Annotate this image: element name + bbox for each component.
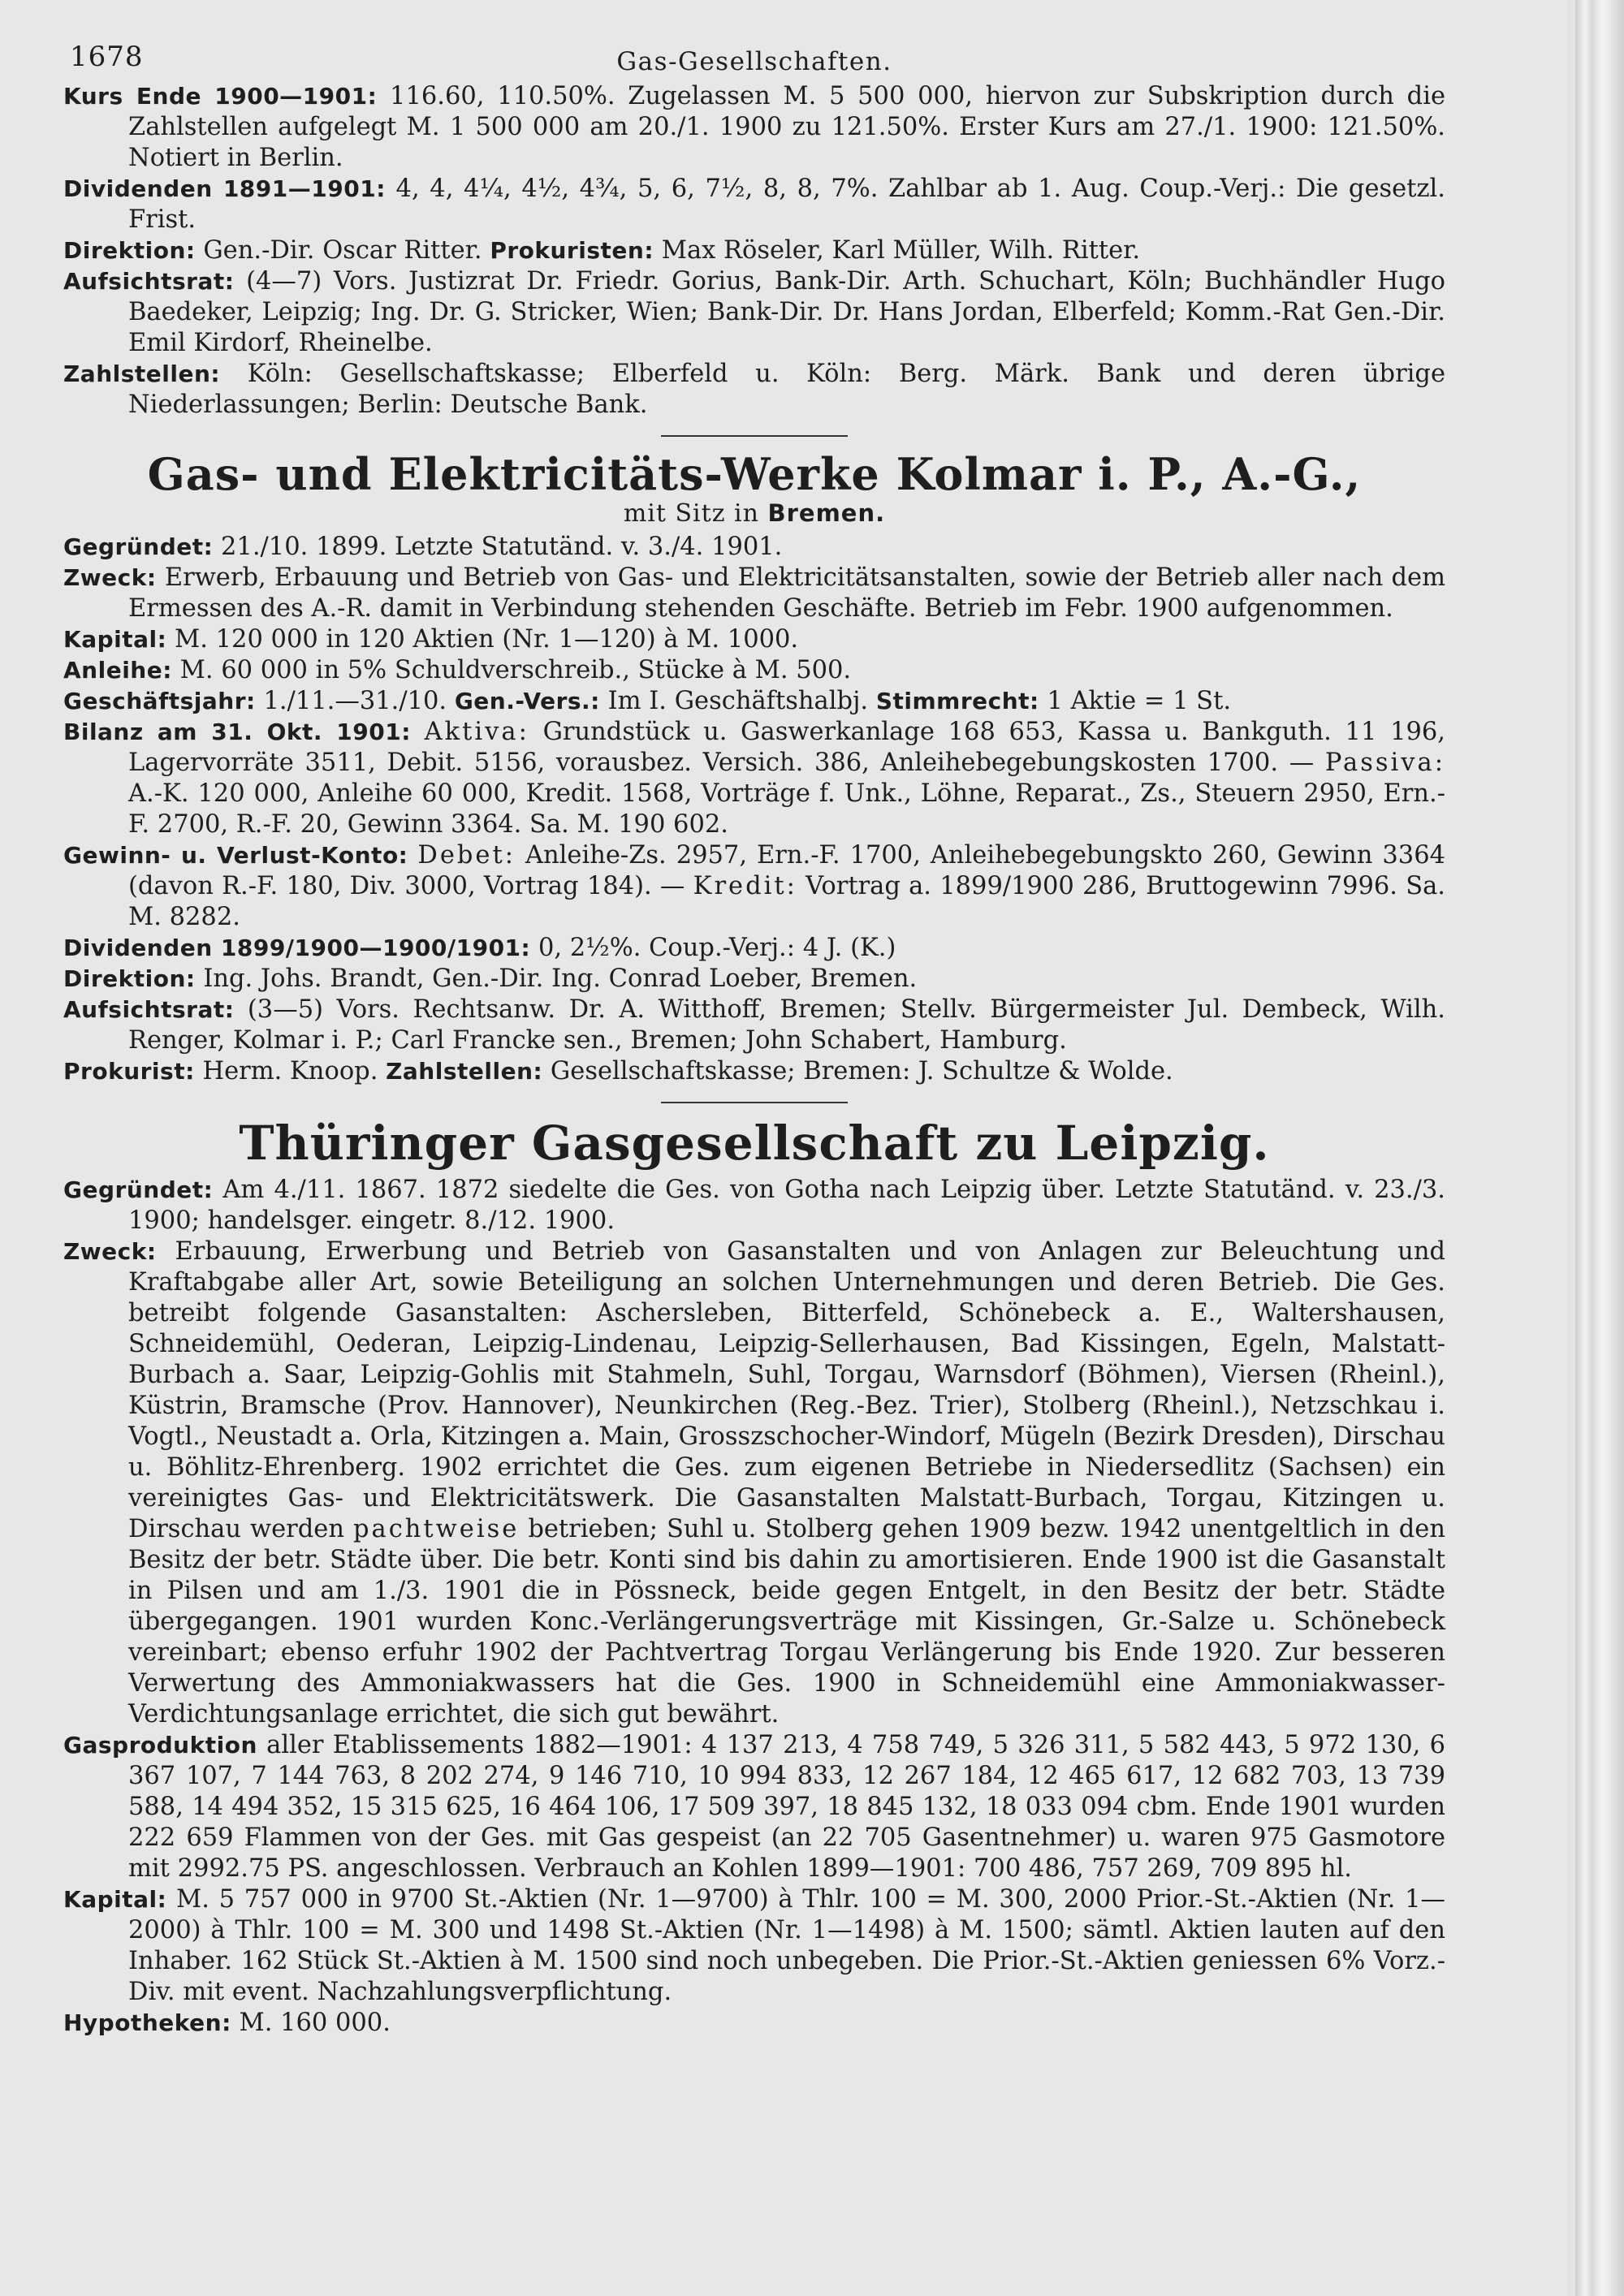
entry-text: Anleihe-Zs. 2957, Ern.-F. 1700, Anleihebegebungskto 260, Gewinn 3364 (davon R.-F. 180, Div. 3000, Vortrag 184). —	[128, 841, 1446, 900]
running-title: Gas-Gesellschaften.	[616, 47, 892, 76]
section-divider	[661, 435, 848, 437]
entry-label: Prokurist:	[63, 1058, 195, 1085]
entry-text: 1./11.—31./10.	[263, 687, 447, 715]
entry-kapital	[63, 624, 1445, 655]
entry-label: Dividenden 1899/1900—1900/1901:	[63, 934, 531, 961]
entry-text: Ing. Johs. Brandt, Gen.-Dir. Ing. Conrad Loeber, Bremen.	[203, 965, 918, 993]
entry-text: Am 4./11. 1867. 1872 siedelte die Ges. von Gotha nach Leipzig über. Letzte Statutänd. v. 23./3. 1900; handelsger. eingetr. 8./12. 1900.	[128, 1176, 1445, 1235]
entry-text: 21./10. 1899. Letzte Statutänd. v. 3./4. 1901.	[221, 533, 783, 561]
entry-aufsichtsrat	[63, 995, 1445, 1056]
entry-label: Direktion:	[63, 237, 196, 264]
entry-text: aller Etablissements 1882—1901: 4 137 213, 4 758 749, 5 326 311, 5 582 443, 5 972 130, 6 367 107, 7 144 763, 8 202 274, 9 146 710, 10 994 833, 12 267 184, 12 465 617, 12 682 703, 13 739 588, 14 494 352, 15 315 625, 16 464 106, 17 509 397, 18 845 132, 18 033 094 cbm. Ende 1901 wurden 222 659 Flammen von der Ges. mit Gas gespeist (an 22 705 Gasentnehmer) u. waren 975 Gasmotore mit 2992.75 PS. angeschlossen. Verbrauch an Kohlen 1899—1901: 700 486, 757 269, 709 895 hl.	[128, 1731, 1445, 1883]
entry-label-tertiary: Stimmrecht:	[875, 688, 1039, 714]
section-divider	[661, 1102, 848, 1103]
entry-label: Gasproduktion	[63, 1732, 257, 1759]
entry-anleihe	[63, 655, 1445, 686]
entry-gegruendet	[63, 532, 1445, 563]
page-content	[63, 32, 1445, 2039]
entry-text: Grundstück u. Gaswerkanlage 168 653, Kassa u. Bankguth. 11 196, Lagervorräte 3511, Debit. 5156, vorausbez. Versich. 386, Anleihebegebungskosten 1700. —	[128, 718, 1445, 777]
entry-label: Zahlstellen:	[63, 360, 221, 387]
entry-bilanz	[63, 717, 1445, 840]
page-edge	[1575, 0, 1624, 2296]
entry-gewinn-verlust	[63, 840, 1445, 933]
entry-direktion	[63, 964, 1445, 995]
page-number: 1678	[70, 41, 144, 73]
entry-text: Erwerb, Erbauung und Betrieb von Gas- und Elektricitätsanstalten, sowie der Betrieb aller nach dem Ermessen des A.-R. damit in Verbindung stehenden Geschäfte. Betrieb im Febr. 1900 aufgenommen.	[128, 563, 1445, 623]
entry-geschaeftsjahr	[63, 686, 1445, 717]
entry-label: Zweck:	[63, 564, 157, 591]
entry-text: Herm. Knoop.	[202, 1057, 378, 1085]
entry-aufsichtsrat	[63, 266, 1445, 359]
entry-zweck	[63, 1236, 1445, 1730]
company-title: Gas- und Elektricitäts-Werke Kolmar i. P., A.-G.,	[147, 448, 1362, 500]
entry-direktion	[63, 235, 1445, 266]
entry-label: Kurs Ende 1900—1901:	[63, 83, 378, 110]
running-header	[63, 32, 1445, 81]
entry-hypotheken	[63, 2008, 1445, 2039]
debet-label: Debet:	[417, 841, 516, 870]
entry-text-secondary: Max Röseler, Karl Müller, Wilh. Ritter.	[661, 236, 1141, 265]
entry-label-secondary: Zahlstellen:	[386, 1058, 543, 1085]
entry-label: Kapital:	[63, 626, 167, 653]
entry-text-secondary: betrieben; Suhl u. Stolberg gehen 1909 bezw. 1942 unentgeltlich in den Besitz der betr. Städte über. Die betr. Konti sind bis dahin zu amortisieren. Ende 1900 ist die Gasanstalt in Pilsen und am 1./3. 1901 die in Pössneck, beide gegen Entgelt, in den Besitz der betr. Städte übergegangen. 1901 wurden Konc.-Verlängerungsverträge mit Kissingen, Gr.-Salze u. Schönebeck vereinbart; ebenso erfuhr 1902 der Pachtvertrag Torgau Verlängerung bis Ende 1920. Zur besseren Verwertung des Ammoniakwassers hat die Ges. 1900 in Schneidemühl eine Ammoniakwasser-Verdichtungsanlage errichtet, die sich gut bewährt.	[128, 1515, 1445, 1728]
entry-text: Erbauung, Erwerbung und Betrieb von Gasanstalten und von Anlagen zur Beleuchtung und Kraftabgabe aller Art, sowie Beteiligung an solchen Unternehmungen und deren Betrieb. Die Ges. betreibt folgende Gasanstalten: Aschersleben, Bitterfeld, Schönebeck a. E., Waltershausen, Schneidemühl, Oederan, Leipzig-Lindenau, Leipzig-Sellerhausen, Bad Kissingen, Egeln, Malstatt-Burbach a. Saar, Leipzig-Gohlis mit Stahmeln, Suhl, Torgau, Warnsdorf (Böhmen), Viersen (Rheinl.), Küstrin, Bramsche (Prov. Hannover), Neunkirchen (Reg.-Bez. Trier), Stolberg (Rheinl.), Netzschkau i. Vogtl., Neustadt a. Orla, Kitzingen a. Main, Grosszschocher-Windorf, Mügeln (Bezirk Dresden), Dirschau u. Böhlitz-Ehrenberg. 1902 errichtet die Ges. zum eigenen Betriebe in Niedersedlitz (Sachsen) ein vereinigtes Gas- und Elektricitätswerk. Die Gasanstalten Malstatt-Burbach, Torgau, Kitzingen u. Dirschau werden	[128, 1237, 1445, 1543]
entry-text: (4—7) Vors. Justizrat Dr. Friedr. Gorius, Bank-Dir. Arth. Schuchart, Köln; Buchhändler Hugo Baedeker, Leipzig; Ing. Dr. G. Stricker, Wien; Bank-Dir. Dr. Hans Jordan, Elberfeld; Komm.-Rat Gen.-Dir. Emil Kirdorf, Rheinelbe.	[128, 267, 1446, 357]
emphasis-text: pachtweise	[352, 1515, 520, 1543]
entry-text: Köln: Gesellschaftskasse; Elberfeld u. Köln: Berg. Märk. Bank und deren übrige Niederlassungen; Berlin: Deutsche Bank.	[128, 360, 1445, 419]
entry-label-secondary: Prokuristen:	[490, 237, 654, 264]
entry-text-secondary: Im I. Geschäftshalbj.	[607, 687, 869, 715]
entry-label-secondary: Gen.-Vers.:	[454, 688, 600, 714]
company-seat	[63, 498, 1445, 529]
entry-kurs	[63, 81, 1445, 174]
entry-text: 0, 2½%. Coup.-Verj.: 4 J. (K.)	[538, 934, 896, 962]
entry-zweck	[63, 563, 1445, 624]
entry-text: M. 5 757 000 in 9700 St.-Aktien (Nr. 1—9700) à Thlr. 100 = M. 300, 2000 Prior.-St.-Aktien (Nr. 1—2000) à Thlr. 100 = M. 300 und 1498 St.-Aktien (Nr. 1—1498) à M. 1500; sämtl. Aktien lauten auf den Inhaber. 162 Stück St.-Aktien à M. 1500 sind noch unbegeben. Die Prior.-St.-Aktien geniessen 6% Vorz.-Div. mit event. Nachzahlungsverpflichtung.	[128, 1885, 1445, 2006]
entry-label: Gegründet:	[63, 1176, 214, 1203]
entry-label: Kapital:	[63, 1886, 167, 1913]
entry-text: M. 160 000.	[239, 2009, 391, 2037]
entry-dividenden	[63, 933, 1445, 964]
entry-zahlstellen	[63, 359, 1445, 421]
entry-dividenden	[63, 174, 1445, 235]
entry-text-secondary: Vortrag a. 1899/1900 286, Bruttogewinn 7996. Sa. M. 8282.	[128, 872, 1445, 931]
entry-text: 116.60, 110.50%. Zugelassen M. 5 500 000, hiervon zur Subskription durch die Zahlstellen aufgelegt M. 1 500 000 am 20./1. 1900 zu 121.50%. Erster Kurs am 27./1. 1900: 121.50%. Notiert in Berlin.	[128, 82, 1446, 172]
entry-text-secondary: A.-K. 120 000, Anleihe 60 000, Kredit. 1568, Vorträge f. Unk., Löhne, Reparat., Zs., Steuern 2950, Ern.-F. 2700, R.-F. 20, Gewinn 3364. Sa. M. 190 602.	[128, 779, 1445, 839]
company-title: Thüringer Gasgesellschaft zu Leipzig.	[239, 1116, 1270, 1171]
entry-label: Bilanz am 31. Okt. 1901:	[63, 719, 411, 745]
entry-text-tertiary: 1 Aktie = 1 St.	[1047, 687, 1232, 715]
entry-label: Hypotheken:	[63, 2009, 231, 2036]
entry-label: Dividenden 1891—1901:	[63, 175, 386, 202]
entry-prokurist	[63, 1056, 1445, 1087]
entry-kapital	[63, 1884, 1445, 2008]
entry-gasproduktion	[63, 1730, 1445, 1884]
seat-city: Bremen.	[767, 499, 886, 527]
seat-prefix: mit Sitz in	[623, 499, 759, 528]
entry-text: M. 120 000 in 120 Aktien (Nr. 1—120) à M. 1000.	[175, 625, 799, 654]
entry-text-secondary: Gesellschaftskasse; Bremen: J. Schultze & Wolde.	[550, 1057, 1173, 1085]
entry-text: M. 60 000 in 5% Schuldverschreib., Stücke à M. 500.	[179, 656, 852, 684]
aktiva-label: Aktiva:	[424, 718, 529, 746]
entry-label: Aufsichtsrat:	[63, 268, 235, 295]
entry-text: Gen.-Dir. Oscar Ritter.	[203, 236, 482, 265]
entry-label: Aufsichtsrat:	[63, 996, 235, 1023]
passiva-label: Passiva:	[1324, 749, 1445, 777]
entry-gegruendet	[63, 1175, 1445, 1236]
kredit-label: Kredit:	[693, 872, 797, 900]
entry-text: 4, 4, 4¼, 4½, 4¾, 5, 6, 7½, 8, 8, 7%. Zahlbar ab 1. Aug. Coup.-Verj.: Die gesetzl. Frist.	[128, 175, 1445, 234]
entry-label: Geschäftsjahr:	[63, 688, 256, 714]
entry-label: Direktion:	[63, 965, 196, 992]
entry-label: Gewinn- u. Verlust-Konto:	[63, 842, 408, 869]
entry-label: Anleihe:	[63, 657, 172, 684]
entry-label: Gegründet:	[63, 533, 214, 560]
entry-text: (3—5) Vors. Rechtsanw. Dr. A. Witthoff, Bremen; Stellv. Bürgermeister Jul. Dembeck, Wilh. Renger, Kolmar i. P.; Carl Francke sen., Bremen; John Schabert, Hamburg.	[128, 995, 1445, 1055]
entry-label: Zweck:	[63, 1238, 157, 1265]
